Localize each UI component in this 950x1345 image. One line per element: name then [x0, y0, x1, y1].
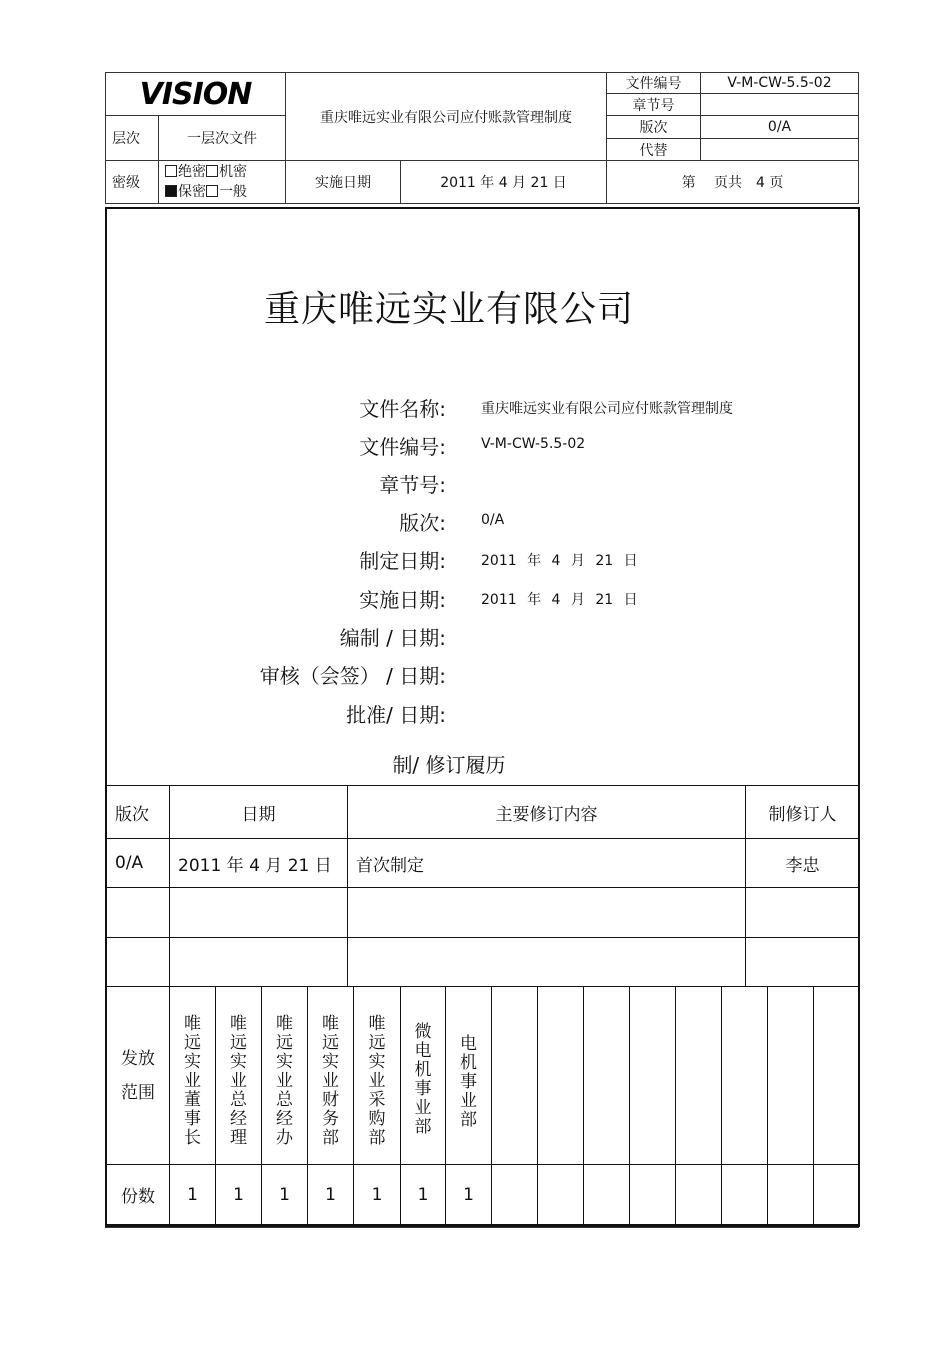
doc-no-value: V-M-CW-5.5-02 — [701, 73, 859, 94]
history-cell: 0/A — [107, 839, 170, 888]
field-value: 2011 年 4 月 21 日 — [481, 592, 638, 608]
field-label: 文件编号: — [359, 435, 446, 459]
history-cell — [170, 888, 348, 938]
field-row-prepared — [107, 622, 858, 652]
history-cell: 2011 年 4 月 21 日 — [170, 839, 348, 888]
copies-cell — [492, 1165, 538, 1225]
secrecy-checkbox-confidential[interactable] — [206, 165, 218, 177]
distribution-copies-row — [107, 1165, 860, 1225]
field-label: 文件名称: — [359, 397, 446, 421]
dept-cell — [538, 987, 584, 1165]
replace-label: 代替 — [607, 139, 701, 161]
copies-cell — [814, 1165, 860, 1225]
dept-name: 唯远实业总经理 — [230, 1014, 247, 1148]
copies-cell: 1 — [216, 1165, 262, 1225]
dept-cell — [676, 987, 722, 1165]
history-cell — [107, 938, 170, 987]
history-header-author: 制修订人 — [746, 786, 860, 839]
table-row — [107, 888, 860, 938]
copies-cell: 1 — [262, 1165, 308, 1225]
doc-title-cell — [286, 73, 607, 161]
copies-cell — [722, 1165, 768, 1225]
secrecy-option-general: 一般 — [219, 184, 247, 200]
dept-name: 唯远实业财务部 — [322, 1014, 339, 1148]
copies-label: 份数 — [107, 1165, 170, 1225]
dept-name: 微电机事业部 — [414, 1022, 432, 1137]
history-header-version: 版次 — [107, 786, 170, 839]
dept-cell — [630, 987, 676, 1165]
copies-cell: 1 — [308, 1165, 354, 1225]
revision-history-table — [106, 785, 860, 987]
chapter-value — [701, 94, 859, 116]
history-cell — [746, 938, 860, 987]
field-label: 实施日期: — [359, 588, 446, 612]
copies-cell: 1 — [446, 1165, 492, 1225]
dept-cell — [401, 987, 446, 1165]
version-value: 0/A — [701, 116, 859, 139]
history-cell: 首次制定 — [348, 839, 746, 888]
copies-cell — [676, 1165, 722, 1225]
field-label: 审核（会签） / 日期: — [259, 664, 446, 688]
logo-cell — [106, 73, 286, 116]
history-cell: 李忠 — [746, 839, 860, 888]
secrecy-options — [159, 161, 286, 204]
table-row — [107, 839, 860, 888]
secrecy-label: 密级 — [106, 161, 159, 204]
chapter-label: 章节号 — [607, 94, 701, 116]
dept-cell — [722, 987, 768, 1165]
distribution-table — [106, 986, 860, 1225]
impl-date-value: 2011 年 4 月 21 日 — [401, 161, 607, 204]
table-row — [107, 938, 860, 987]
copies-cell — [768, 1165, 814, 1225]
history-cell — [746, 888, 860, 938]
dept-name: 唯远实业董事长 — [184, 1014, 201, 1148]
field-row-impl-date — [107, 584, 858, 614]
copies-cell — [538, 1165, 584, 1225]
history-cell — [170, 938, 348, 987]
field-row-chapter — [107, 469, 858, 499]
field-value: 重庆唯远实业有限公司应付账款管理制度 — [481, 401, 733, 417]
field-row-version — [107, 507, 858, 537]
secrecy-option-secret: 保密 — [178, 184, 206, 200]
header-doc-title: 重庆唯远实业有限公司应付账款管理制度 — [320, 109, 573, 126]
history-title: 制/ 修订履历 — [392, 753, 506, 777]
page-count: 第 页共 4 页 — [607, 161, 859, 204]
copies-cell: 1 — [401, 1165, 446, 1225]
bottom-rule — [105, 1227, 859, 1228]
dept-name: 唯远实业总经办 — [276, 1014, 293, 1148]
distribution-label-line: 范围 — [121, 1082, 155, 1103]
replace-value — [701, 139, 859, 161]
dept-cell — [492, 987, 538, 1165]
field-row-doc-no — [107, 431, 858, 461]
history-header-row — [107, 786, 860, 839]
history-cell — [348, 888, 746, 938]
secrecy-option-top-secret: 绝密 — [178, 164, 206, 180]
dept-cell — [262, 987, 308, 1165]
dept-cell — [216, 987, 262, 1165]
copies-cell: 1 — [354, 1165, 401, 1225]
field-value: V-M-CW-5.5-02 — [481, 436, 586, 452]
company-title: 重庆唯远实业有限公司 — [263, 289, 634, 330]
history-cell — [348, 938, 746, 987]
version-label: 版次 — [607, 116, 701, 139]
copies-cell — [584, 1165, 630, 1225]
field-row-doc-name — [107, 393, 858, 423]
dept-name: 唯远实业采购部 — [368, 1014, 386, 1148]
dept-cell — [446, 987, 492, 1165]
field-label: 章节号: — [379, 473, 446, 497]
header-table — [105, 72, 859, 204]
distribution-label-line: 发放 — [121, 1048, 155, 1069]
secrecy-checkbox-general[interactable] — [206, 185, 218, 197]
vision-logo: VISION — [139, 76, 252, 112]
field-label: 制定日期: — [359, 549, 446, 573]
copies-cell — [630, 1165, 676, 1225]
field-row-reviewed — [107, 660, 858, 690]
level-label: 层次 — [106, 116, 159, 161]
field-row-created-date — [107, 545, 858, 575]
history-cell — [107, 888, 170, 938]
cover-frame — [105, 207, 860, 1227]
field-label: 版次: — [399, 511, 446, 535]
secrecy-checkbox-top-secret[interactable] — [165, 165, 177, 177]
distribution-dept-row — [107, 987, 860, 1165]
level-value: 一层次文件 — [159, 116, 286, 161]
dept-cell — [308, 987, 354, 1165]
secrecy-checkbox-secret-checked[interactable] — [165, 185, 177, 197]
dept-cell — [768, 987, 814, 1165]
secrecy-option-confidential: 机密 — [219, 164, 247, 180]
dept-cell — [584, 987, 630, 1165]
field-value: 0/A — [481, 512, 505, 528]
doc-no-label: 文件编号 — [607, 73, 701, 94]
field-label: 编制 / 日期: — [339, 626, 446, 650]
distribution-label — [107, 987, 170, 1165]
impl-date-label: 实施日期 — [286, 161, 401, 204]
copies-cell: 1 — [170, 1165, 216, 1225]
field-label: 批准/ 日期: — [346, 703, 446, 727]
dept-cell — [170, 987, 216, 1165]
dept-name: 电机事业部 — [460, 1034, 477, 1130]
history-header-date: 日期 — [170, 786, 348, 839]
field-value: 2011 年 4 月 21 日 — [481, 553, 638, 569]
dept-cell — [814, 987, 860, 1165]
history-header-content: 主要修订内容 — [348, 786, 746, 839]
dept-cell — [354, 987, 401, 1165]
field-row-approved — [107, 699, 858, 729]
